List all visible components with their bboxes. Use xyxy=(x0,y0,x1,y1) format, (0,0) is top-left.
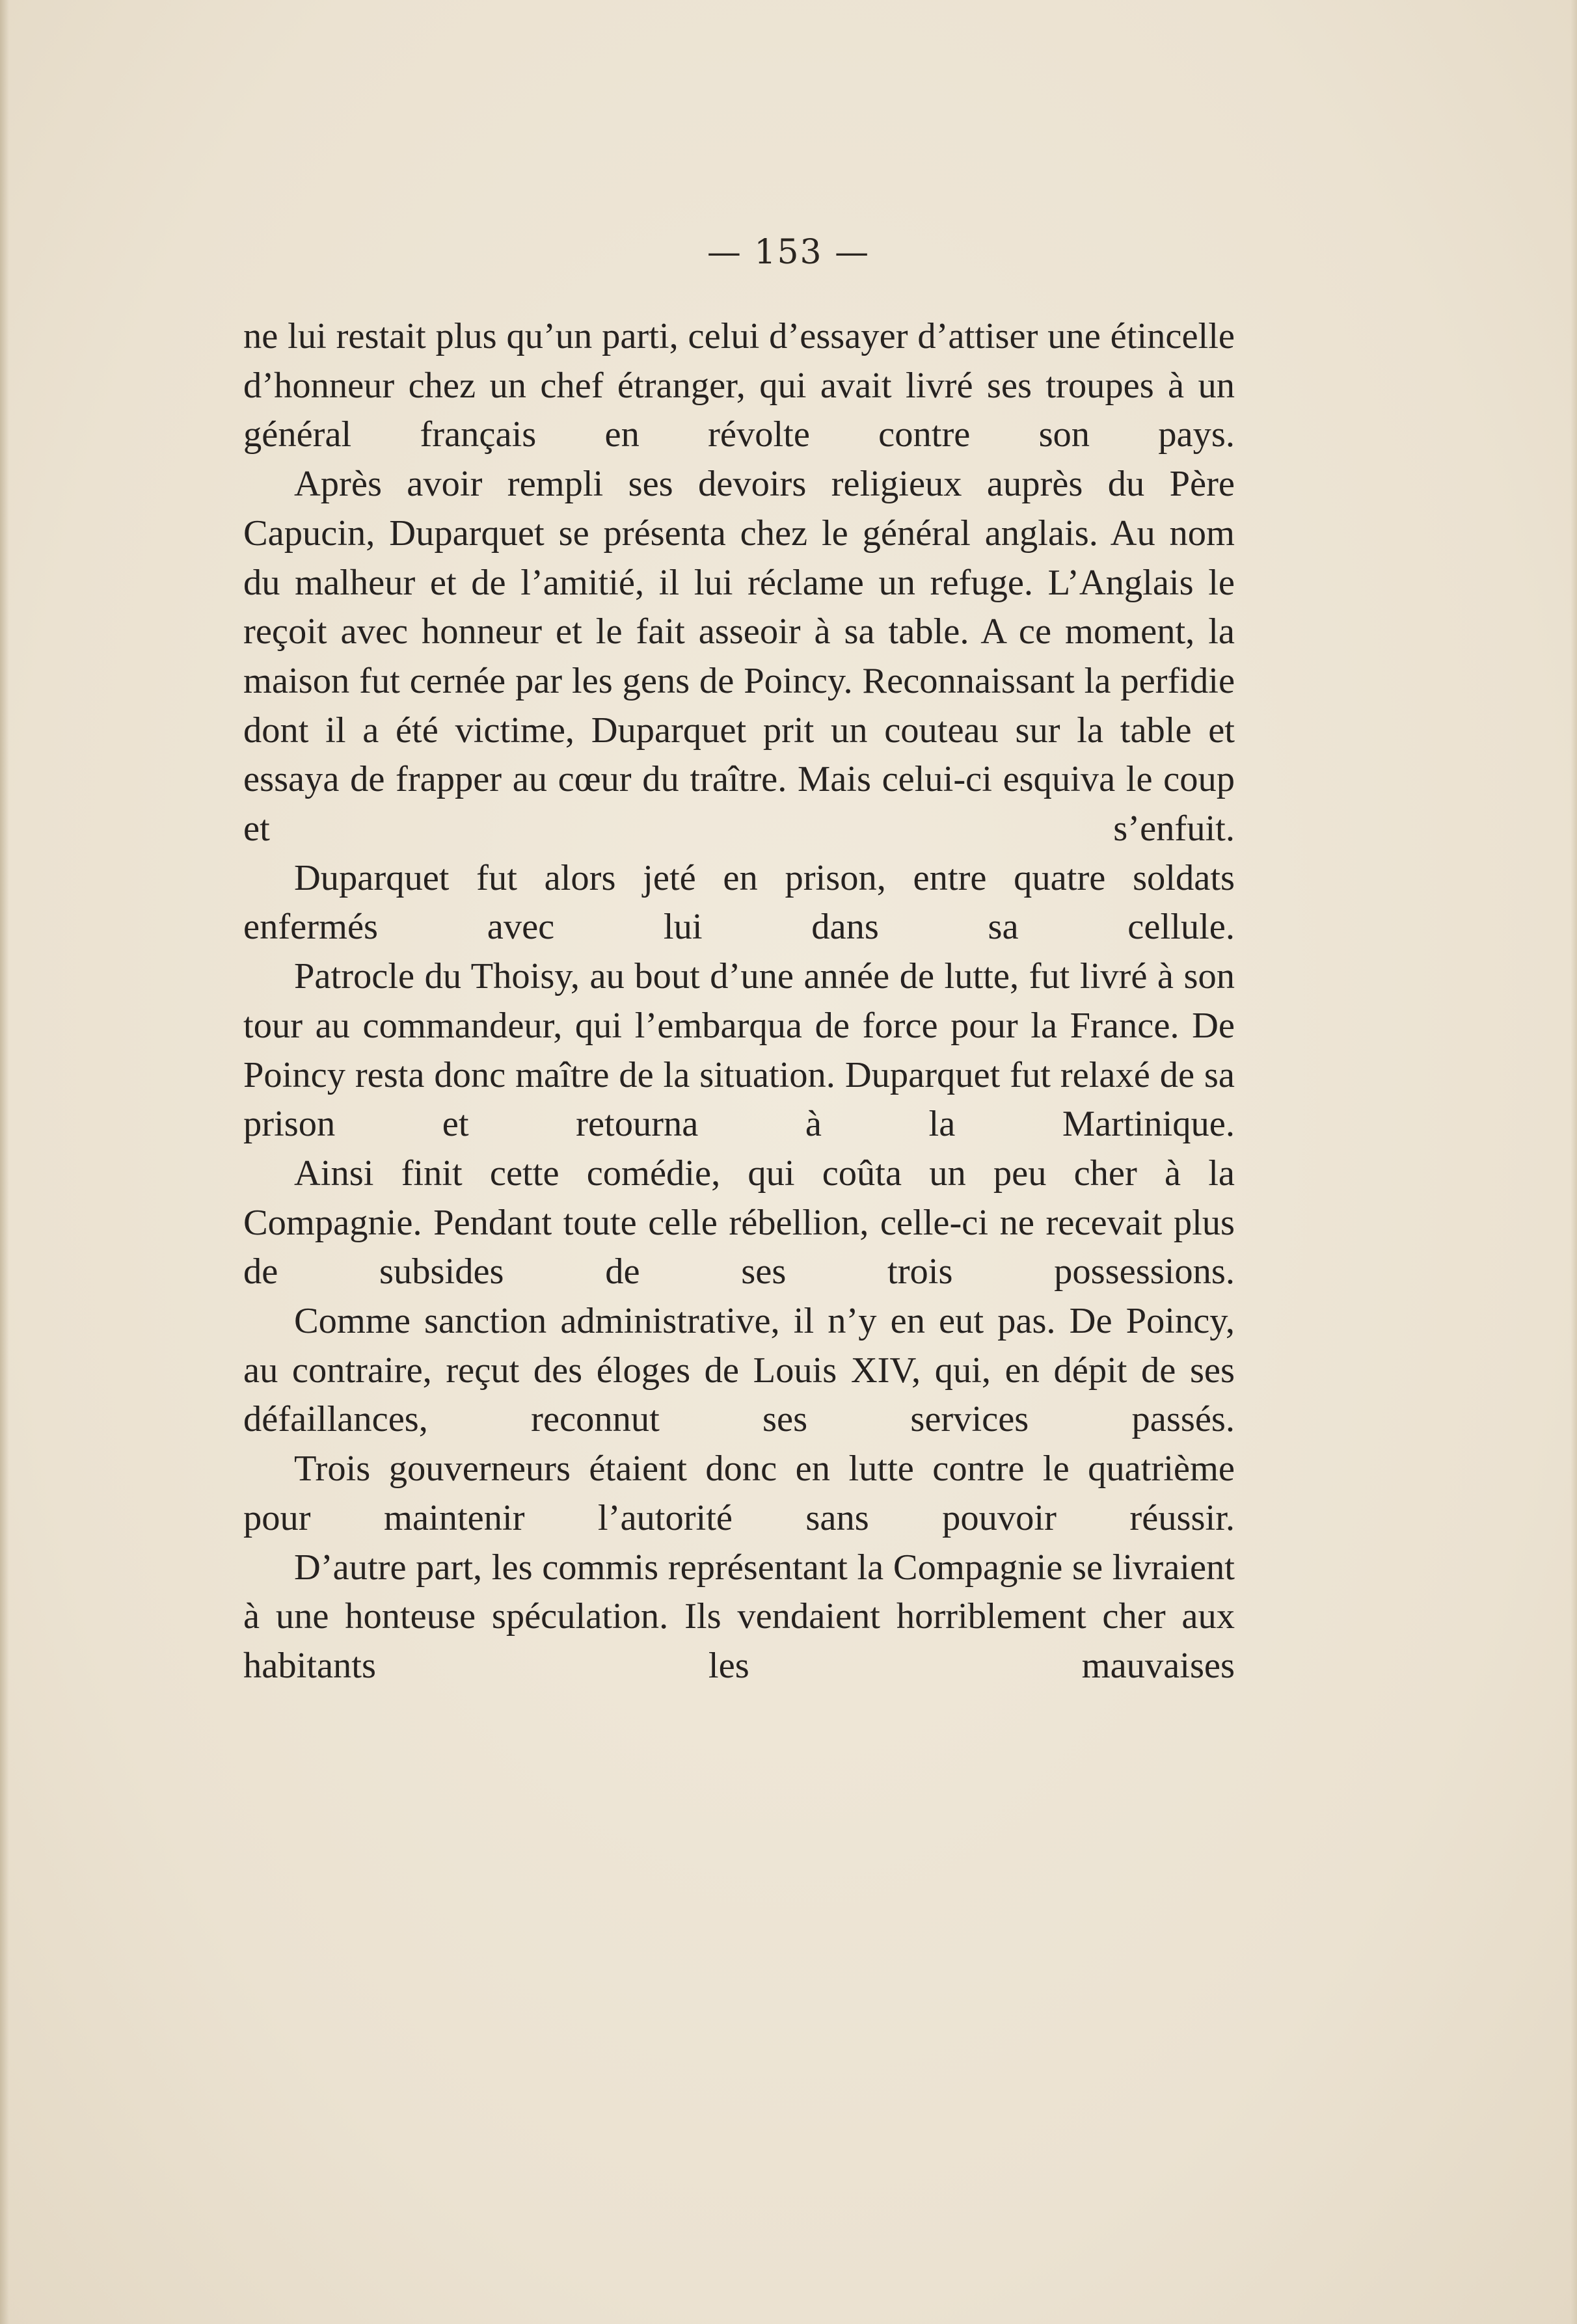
page-right-edge-shadow xyxy=(1570,0,1577,2324)
line: une étincelle d’honneur chez un chef étranger, qui xyxy=(243,316,1235,406)
line: horriblement cher aux habitants les mauvaises xyxy=(243,1596,1235,1686)
paragraph-2 xyxy=(243,460,1235,854)
paragraph-1 xyxy=(243,312,1235,460)
line: de la situation. Duparquet fut relaxé de sa prison et xyxy=(243,1054,1235,1145)
line: Duparquet fut alors jeté en prison, entre quatre xyxy=(294,857,1106,898)
paragraph-4 xyxy=(243,952,1235,1149)
line: soldats enfermés avec lui dans sa cellule. xyxy=(243,857,1235,948)
line: Ainsi finit cette comédie, qui coûta un peu cher à xyxy=(294,1153,1181,1194)
line: réussir. xyxy=(1129,1497,1235,1538)
line: réclame un refuge. L’Anglais le reçoit avec honneur et xyxy=(243,562,1235,652)
line: Patrocle du Thoisy, au bout d’une année de lutte, xyxy=(294,956,1019,997)
line: le fait asseoir à sa table. A ce moment, la maison fut xyxy=(243,611,1235,701)
line: traître. Mais celui-ci esquiva le coup et s’enfuit. xyxy=(243,759,1235,849)
line: avait livré ses troupes à un général français en révolte xyxy=(243,365,1235,455)
body-text xyxy=(243,312,1235,1691)
line: ne lui restait plus qu’un parti, celui d’essayer d’attiser xyxy=(243,316,1038,356)
line: fut livré à son tour au commandeur, qui l’embarqua xyxy=(243,956,1235,1046)
line: ses services passés. xyxy=(762,1399,1235,1440)
line: la Compagnie. Pendant toute celle rébellion, celle-ci xyxy=(243,1153,1235,1243)
paragraph-5 xyxy=(243,1149,1235,1297)
line: Comme sanction administrative, il n’y en eut pas. xyxy=(294,1301,1056,1342)
paragraph-6 xyxy=(243,1297,1235,1445)
line: se livraient à une honteuse spéculation. Ils vendaient xyxy=(243,1547,1235,1637)
line: Trois gouverneurs étaient donc en lutte contre le xyxy=(294,1449,1070,1489)
line: Après avoir rempli ses devoirs religieux auprès du xyxy=(294,464,1145,505)
line: anglais. Au nom du malheur et de l’amitié, il lui xyxy=(243,513,1235,603)
line: D’autre part, les commis représentant la Compagnie xyxy=(294,1547,1063,1588)
line: perfidie dont il a été victime, Duparquet prit un xyxy=(243,660,1235,751)
line: De Poincy, au contraire, reçut des éloges de xyxy=(243,1301,1235,1391)
line: couteau sur la table et essaya de frapper au cœur du xyxy=(243,710,1235,800)
page-number: — 153 — xyxy=(707,233,870,272)
line: contre son pays. xyxy=(878,414,1235,455)
line: ne recevait plus de subsides de ses trois possessions. xyxy=(243,1202,1235,1292)
line: de force pour la France. De Poincy resta donc maître xyxy=(243,1005,1235,1095)
line: Père Capucin, Duparquet se présenta chez le général xyxy=(243,464,1235,554)
paragraph-8 xyxy=(243,1543,1235,1691)
line: quatrième pour maintenir l’autorité sans pouvoir xyxy=(243,1449,1235,1538)
line: Louis XIV, qui, en dépit de ses défaillances, reconnut xyxy=(243,1350,1235,1440)
line: retourna à la Martinique. xyxy=(576,1104,1235,1145)
paragraph-7 xyxy=(243,1445,1235,1543)
paragraph-3 xyxy=(243,854,1235,952)
page-left-edge-shadow xyxy=(0,0,9,2324)
line: cernée par les gens de Poincy. Reconnaissant la xyxy=(409,660,1111,701)
